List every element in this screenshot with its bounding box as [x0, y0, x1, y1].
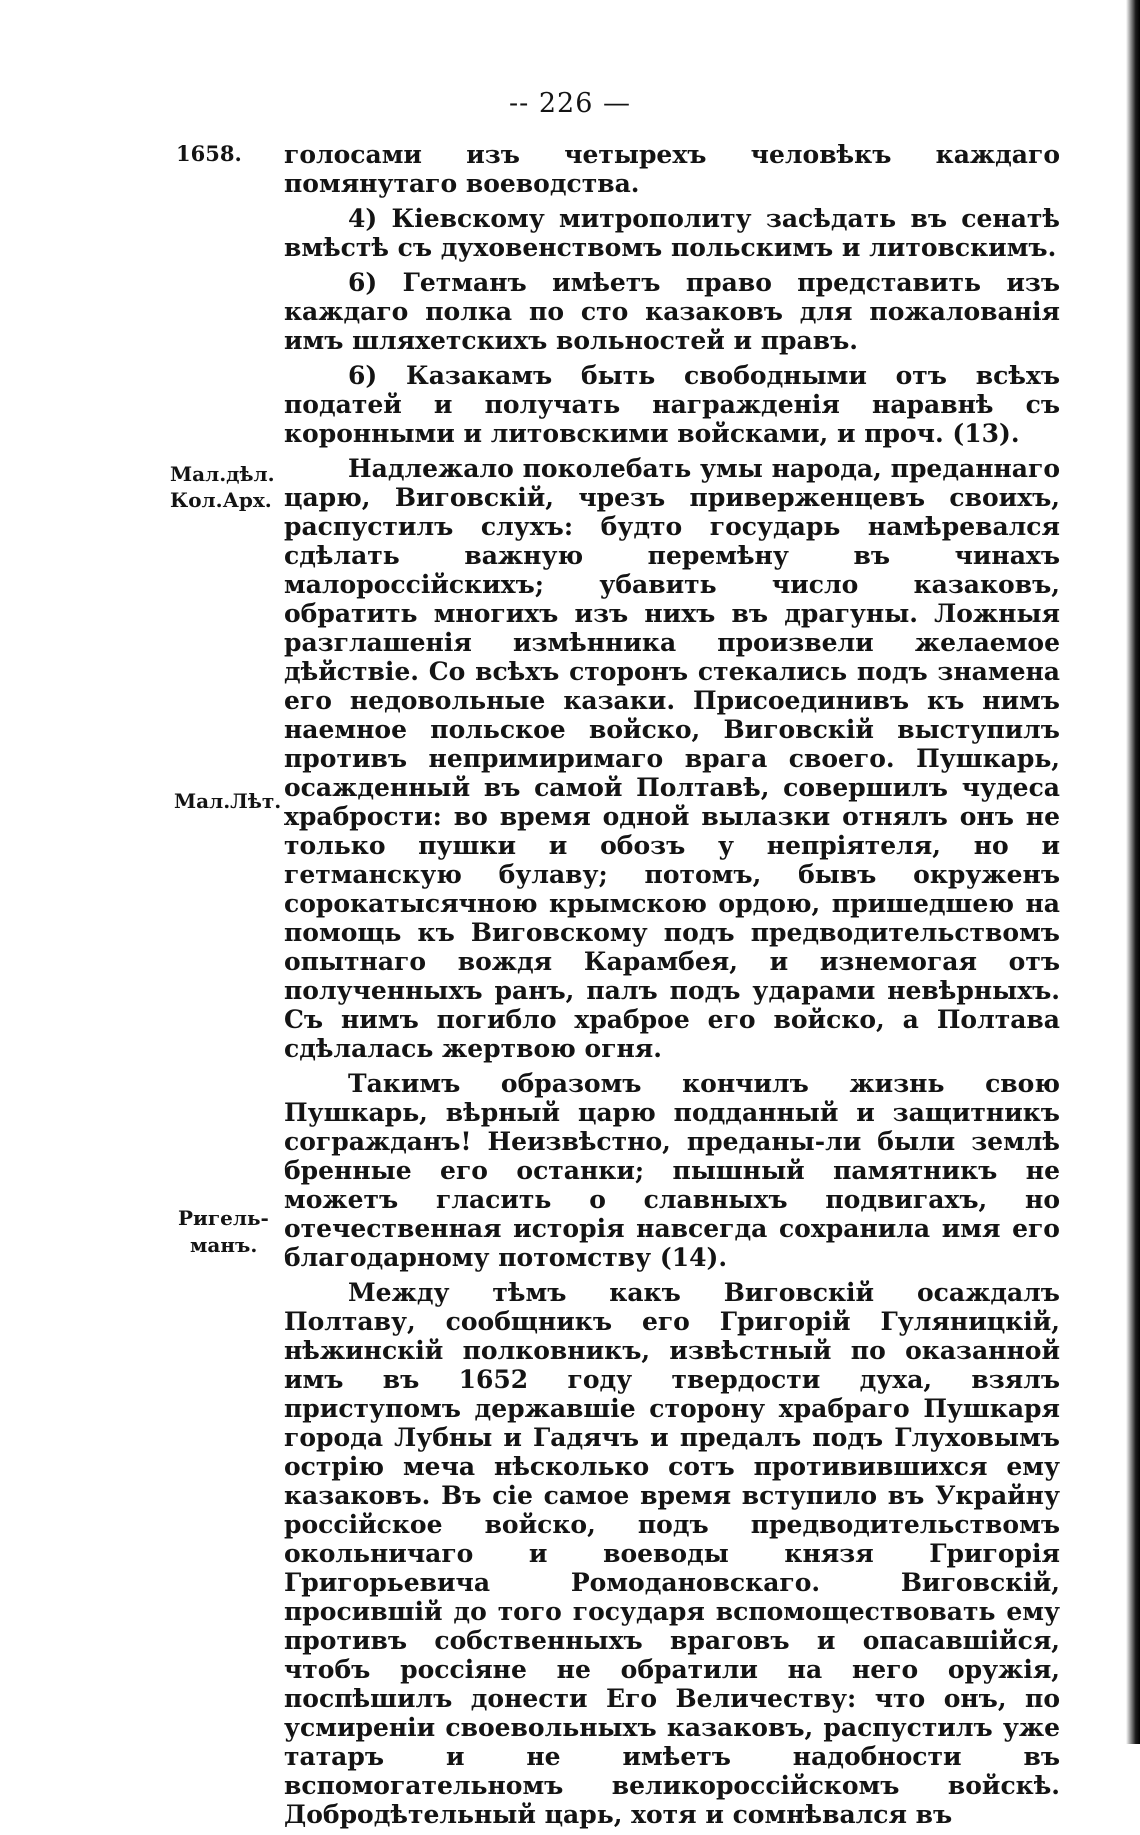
paragraph: 6) Гетманъ имѣетъ право представить изъ каждаго полка по сто казаковъ для пожалованія имъ шляхетскихъ вольностей и правъ.	[284, 268, 1060, 355]
page-number: -- 226 —	[509, 88, 631, 119]
paragraph: голосами изъ четырехъ человѣкъ каждаго помянутаго воеводства.	[284, 140, 1060, 198]
paragraph: Надлежало поколебать умы народа, преданнаго царю, Виговскій, чрезъ приверженцевъ своихъ, распустилъ слухъ: будто государь намѣревался сдѣлать важную перемѣну въ чинахъ малороссійскихъ; убавить число казаковъ, обратить многихъ изъ нихъ въ драгуны. Ложныя разглашенія измѣнника произвели желаемое дѣйствіе. Со всѣхъ сторонъ стекались подъ знамена его недовольные казаки. Присоединивъ къ нимъ наемное польское войско, Виговскій выступилъ противъ непримиримаго врага своего. Пушкарь, осажденный въ самой Полтавѣ, совершилъ чудеса храбрости: во время одной вылазки отнялъ онъ не только пушки и обозъ у непріятеля, но и гетманскую булаву; потомъ, бывъ окруженъ сорокатысячною крымскою ордою, пришедшею на помощь къ Виговскому подъ предводительствомъ опытнаго вождя Карамбея, и изнемогая отъ полученныхъ ранъ, палъ подъ ударами невѣрныхъ. Съ нимъ погибло храброе его войско, а Полтава сдѣлалась жертвою огня.	[284, 454, 1060, 1063]
paragraph: Такимъ образомъ кончилъ жизнь свою Пушкарь, вѣрный царю подданный и защитникъ согражданъ! Неизвѣстно, преданы-ли были землѣ бренные его останки; пышный памятникъ не можетъ гласить о славныхъ подвигахъ, но отечественная исторія навсегда сохранила имя его благодарному потомству (14).	[284, 1069, 1060, 1272]
main-text	[284, 140, 1060, 1835]
margin-note-source: Мал.дѣл.	[170, 462, 275, 486]
margin-note-year: 1658.	[176, 141, 242, 166]
margin-note-author: Ригель-	[178, 1206, 269, 1230]
margin-note-source: Мал.Лѣт.	[174, 789, 282, 813]
paragraph: 6) Казакамъ быть свободными отъ всѣхъ податей и получать награжденія наравнѣ съ коронными и литовскими войсками, и проч. (13).	[284, 361, 1060, 448]
paragraph: 4) Кіевскому митрополиту засѣдать въ сенатѣ вмѣстѣ съ духовенствомъ польскимъ и литовскимъ.	[284, 204, 1060, 262]
margin-note-author: манъ.	[190, 1233, 258, 1257]
paragraph: Между тѣмъ какъ Виговскій осаждалъ Полтаву, сообщникъ его Григорій Гуляницкій, нѣжинскій полковникъ, извѣстный по оказанной имъ въ 1652 году твердости духа, взялъ приступомъ державшіе сторону храбраго Пушкаря города Лубны и Гадячъ и предалъ подъ Глуховымъ острію меча нѣсколько сотъ противившихся ему казаковъ. Въ сіе самое время вступило въ Украйну россійское войско, подъ предводительствомъ окольничаго и воеводы князя Григорія Григорьевича Ромодановскаго. Виговскій, просившій до того государя вспомоществовать ему противъ собственныхъ враговъ и опасавшійся, чтобъ россіяне не обратили на него оружія, поспѣшилъ донести Его Величеству: что онъ, по усмиреніи своевольныхъ казаковъ, распустилъ уже татаръ и не имѣетъ надобности въ вспомогательномъ великороссійскомъ войскѣ. Добродѣтельный царь, хотя и сомнѣвался въ	[284, 1278, 1060, 1829]
page-edge-shadow	[1126, 0, 1140, 1744]
margin-note-source: Кол.Арх.	[170, 488, 272, 512]
